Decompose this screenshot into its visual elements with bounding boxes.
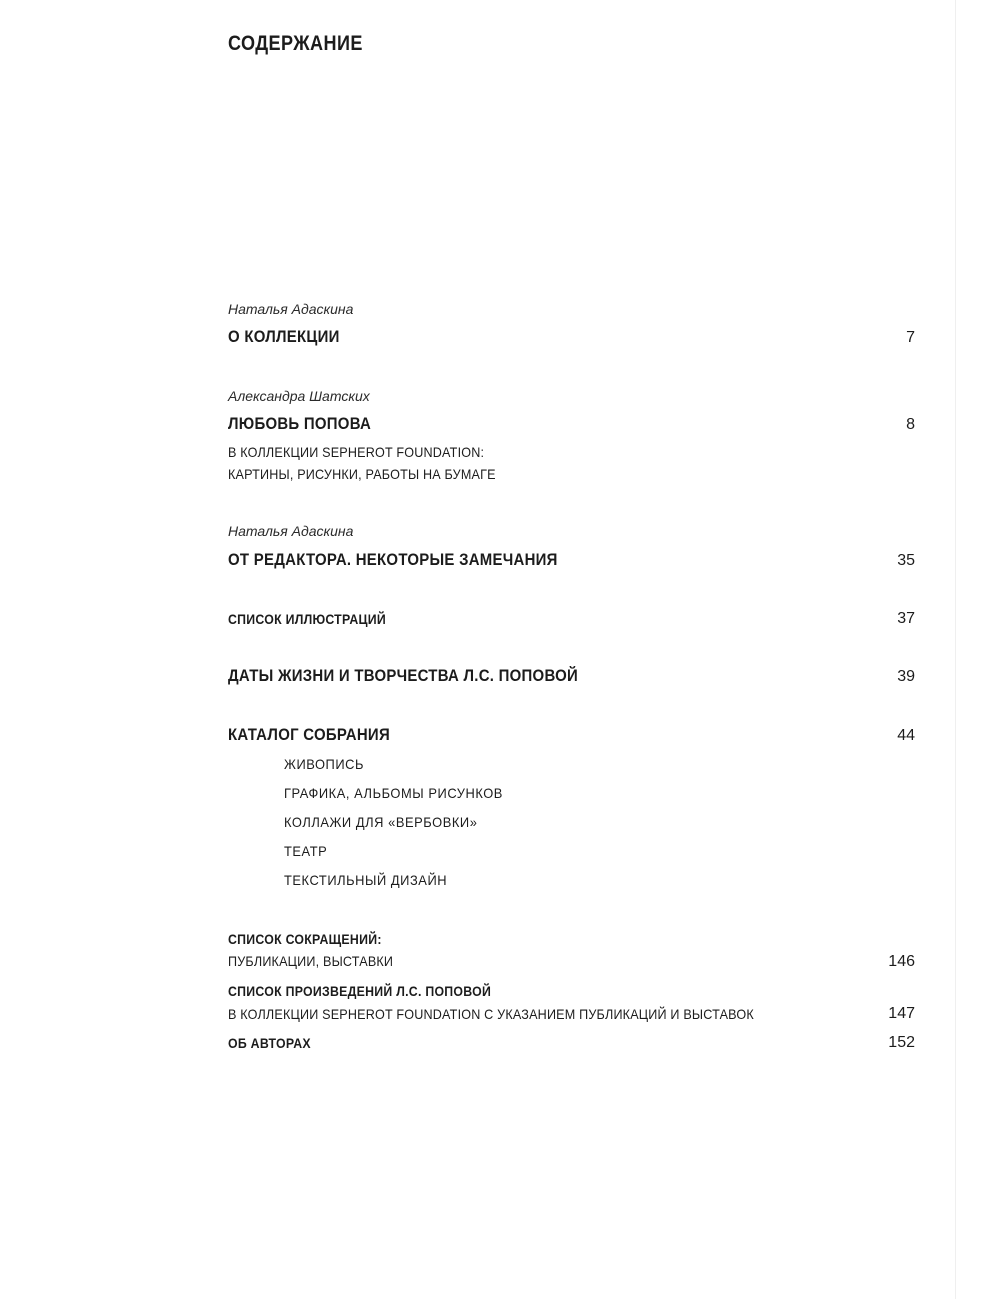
entry-title[interactable]: ОТ РЕДАКТОРА. НЕКОТОРЫЕ ЗАМЕЧАНИЯ xyxy=(228,550,558,569)
entry-title[interactable]: О КОЛЛЕКЦИИ xyxy=(228,327,340,346)
entry-author: Александра Шатских xyxy=(228,388,370,404)
entry-page-number: 152 xyxy=(888,1034,915,1051)
entry-title[interactable]: КАТАЛОГ СОБРАНИЯ xyxy=(228,725,390,744)
entry-title[interactable]: ДАТЫ ЖИЗНИ И ТВОРЧЕСТВА Л.С. ПОПОВОЙ xyxy=(228,666,579,685)
entry-subtitle: КАРТИНЫ, РИСУНКИ, РАБОТЫ НА БУМАГЕ xyxy=(228,466,496,482)
entry-page-number: 39 xyxy=(897,668,915,685)
entry-page-number: 7 xyxy=(906,329,915,346)
page-edge xyxy=(955,0,956,1299)
entry-page-number: 35 xyxy=(897,552,915,569)
subsection-item[interactable]: КОЛЛАЖИ ДЛЯ «ВЕРБОВКИ» xyxy=(284,814,478,830)
entry-title[interactable]: СПИСОК ИЛЛЮСТРАЦИЙ xyxy=(228,611,387,627)
entry-page-number: 44 xyxy=(897,727,915,744)
entry-subtitle: В КОЛЛЕКЦИИ SEPHEROT FOUNDATION: xyxy=(228,444,485,460)
entry-page-number: 147 xyxy=(888,1005,915,1022)
entry-author: Наталья Адаскина xyxy=(228,301,354,317)
entry-page-number: 146 xyxy=(888,953,915,970)
entry-subtitle: В КОЛЛЕКЦИИ SEPHEROT FOUNDATION С УКАЗАНИЕМ ПУБЛИКАЦИЙ И ВЫСТАВОК xyxy=(228,1006,754,1022)
subsection-item[interactable]: ТЕАТР xyxy=(284,843,328,859)
entry-author: Наталья Адаскина xyxy=(228,523,354,539)
subsection-item[interactable]: ЖИВОПИСЬ xyxy=(284,756,365,772)
entry-page-number: 8 xyxy=(906,416,915,433)
entry-subtitle: ПУБЛИКАЦИИ, ВЫСТАВКИ xyxy=(228,953,394,969)
subsection-item[interactable]: ГРАФИКА, АЛЬБОМЫ РИСУНКОВ xyxy=(284,785,503,801)
entry-title[interactable]: ОБ АВТОРАХ xyxy=(228,1035,311,1051)
entry-title[interactable]: СПИСОК ПРОИЗВЕДЕНИЙ Л.С. ПОПОВОЙ xyxy=(228,983,492,999)
entry-title[interactable]: СПИСОК СОКРАЩЕНИЙ: xyxy=(228,931,382,947)
page-title: СОДЕРЖАНИЕ xyxy=(228,32,363,55)
subsection-item[interactable]: ТЕКСТИЛЬНЫЙ ДИЗАЙН xyxy=(284,872,448,888)
entry-page-number: 37 xyxy=(897,610,915,627)
entry-title[interactable]: ЛЮБОВЬ ПОПОВА xyxy=(228,414,372,433)
